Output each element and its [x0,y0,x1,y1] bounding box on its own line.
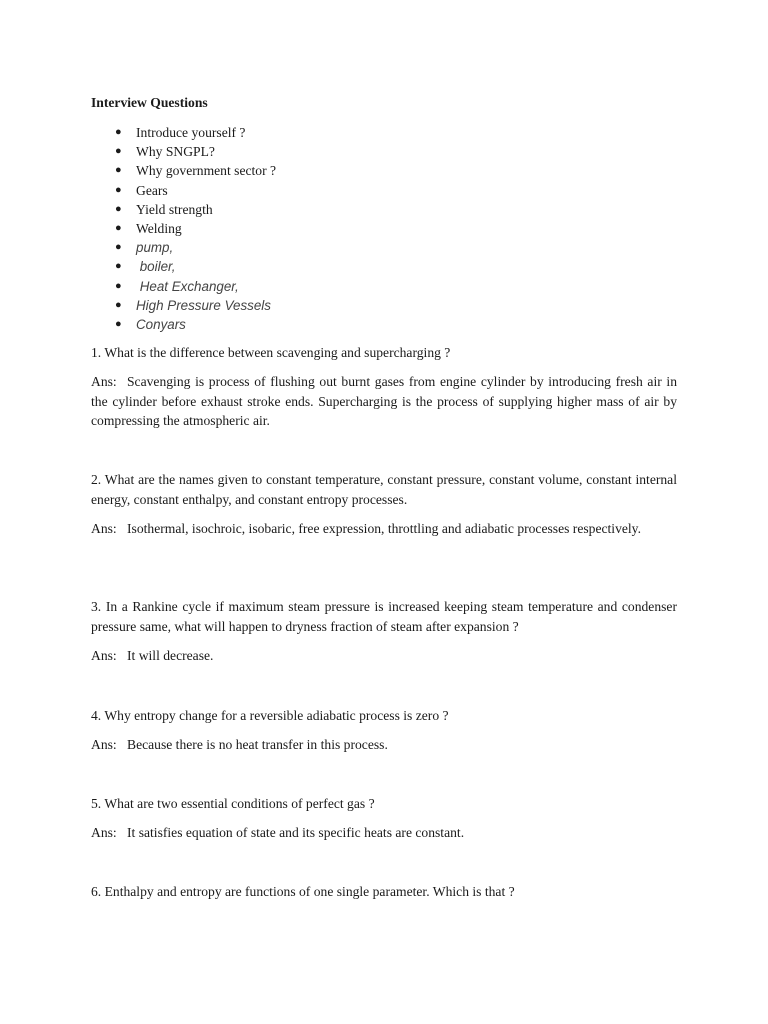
list-item [91,257,691,276]
list-item-text: Yield strength [136,201,213,217]
list-item-text: Welding [136,220,182,236]
answer-label: Ans: [91,825,117,840]
answer-label: Ans: [91,737,117,752]
bullet-icon: ● [115,145,122,158]
list-item [91,200,691,219]
list-item-text: Gears [136,182,168,198]
answer-text: Because there is no heat transfer in this process. [127,737,388,752]
list-item [91,142,691,161]
list-item [91,315,691,334]
answer-label: Ans: [91,648,117,663]
answer-5 [91,823,677,843]
bullet-icon: ● [115,317,122,330]
list-item-text: Why SNGPL? [136,144,215,160]
question-2: 2. What are the names given to constant temperature, constant pressure, constant volume, constant internal energy, constant enthalpy, and constant entropy processes. [91,472,677,507]
answer-text: It satisfies equation of state and its specific heats are constant. [127,825,465,840]
answer-4 [91,735,677,755]
list-item [91,123,691,142]
answer-1 [91,372,677,431]
list-item [91,161,691,180]
list-item-text: boiler, [136,259,176,275]
bullet-icon: ● [115,221,122,234]
answer-text: It will decrease. [127,648,214,663]
bullet-icon: ● [115,164,122,177]
list-item [91,219,691,238]
list-item [91,238,691,257]
list-item-text: Introduce yourself ? [136,125,246,140]
answer-text: Scavenging is process of flushing out burnt gases from engine cylinder by introducing fresh air in the cylinder before exhaust stroke ends. Supercharging is the process of supplying higher mass of air by compressing the atmospheric air. [91,374,677,429]
answer-2 [91,519,677,539]
bullet-icon: ● [115,183,122,196]
list-item-text: High Pressure Vessels [136,297,271,313]
answer-label: Ans: [91,374,117,389]
list-item [91,181,691,200]
question-5: 5. What are two essential conditions of perfect gas ? [91,796,375,811]
document-title: Interview Questions [91,95,208,110]
answer-text: Isothermal, isochroic, isobaric, free expression, throttling and adiabatic processes respectively. [127,521,641,536]
list-item-text: Why government sector ? [136,163,277,179]
bullet-icon: ● [115,260,122,273]
question-1: 1. What is the difference between scavenging and supercharging ? [91,345,451,360]
question-4: 4. Why entropy change for a reversible adiabatic process is zero ? [91,708,449,723]
list-item-text: Heat Exchanger, [136,278,239,294]
list-item-text: pump, [136,240,174,256]
bullet-icon: ● [115,279,122,292]
bullet-icon: ● [115,202,122,215]
bullet-icon: ● [115,126,122,138]
bullet-list [91,123,691,334]
bullet-icon: ● [115,298,122,311]
answer-label: Ans: [91,521,117,536]
question-6: 6. Enthalpy and entropy are functions of one single parameter. Which is that ? [91,884,515,899]
list-item-text: Conyars [136,316,186,332]
list-item [91,277,691,296]
question-3: 3. In a Rankine cycle if maximum steam pressure is increased keeping steam temperature and condenser pressure same, what will happen to dryness fraction of steam after expansion ? [91,599,677,634]
bullet-icon: ● [115,241,122,254]
list-item [91,296,691,315]
answer-3 [91,646,677,666]
